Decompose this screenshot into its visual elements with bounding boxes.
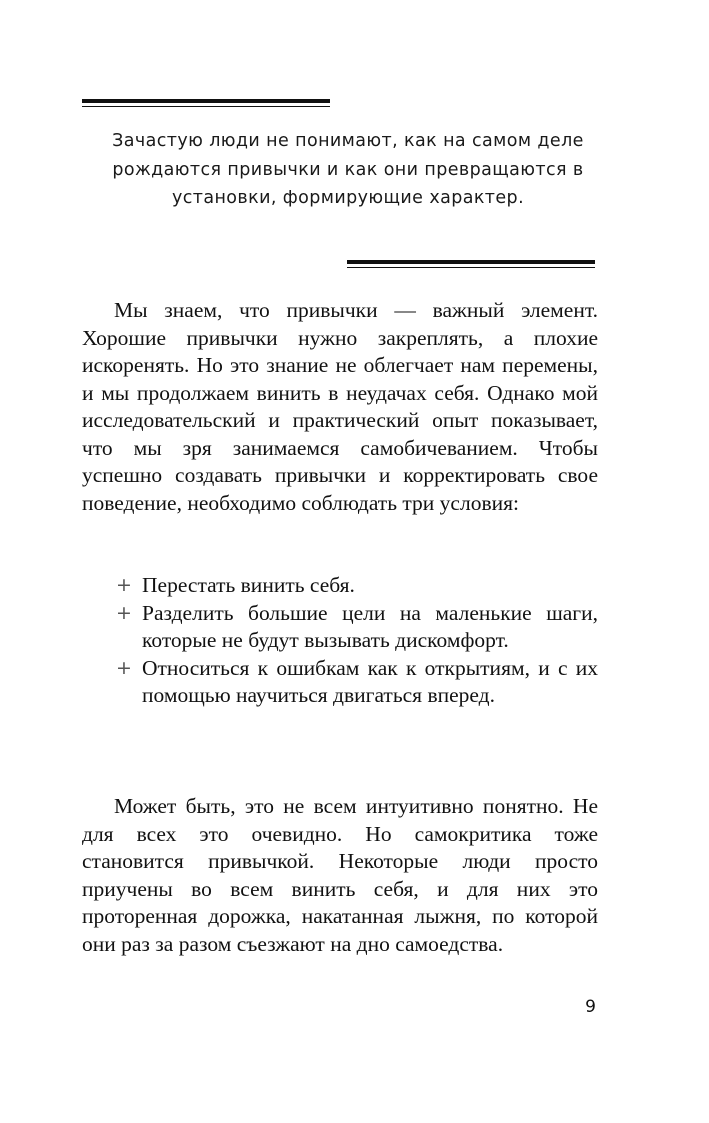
plus-icon: + bbox=[116, 601, 132, 624]
plus-icon: + bbox=[116, 574, 132, 596]
body-paragraph-2: Может быть, это не всем интуитивно понятно. Не для всех это очевидно. Но самокритика тоже становится привычкой. Некоторые люди просто приучены во всем винить себя, и для них это проторенная дорожка, накатанная лыжня, по которой они раз за разом съезжают на дно самоедства. bbox=[82, 794, 598, 956]
page-number: 9 bbox=[585, 997, 596, 1017]
list-item bbox=[82, 655, 598, 710]
quote-top-rule bbox=[82, 99, 330, 107]
list-item bbox=[82, 600, 598, 655]
list-item-text: Перестать винить себя. bbox=[142, 573, 355, 597]
list-item-text: Разделить большие цели на маленькие шаги, которые не будут вызывать дискомфорт. bbox=[142, 600, 598, 652]
list-item bbox=[82, 572, 598, 600]
conditions-list bbox=[82, 572, 598, 710]
pull-quote: Зачастую люди не понимают, как на самом деле рождаются привычки и как они превращаются в установки, формирующие характер. bbox=[112, 131, 584, 208]
body-paragraph-1: Мы знаем, что привычки — важный элемент. Хорошие привычки нужно закреплять, а плохие искоренять. Но это знание не облегчает нам перемены, и мы продолжаем винить в неудачах себя. Однако мой исследовательский и практический опыт показывает, что мы зря занимаемся самобичеванием. Чтобы успешно создавать привычки и корректировать свое поведение, необходимо соблюдать три условия: bbox=[82, 298, 598, 515]
plus-icon: + bbox=[116, 656, 132, 679]
list-item-text: Относиться к ошибкам как к открытиям, и с их помощью научиться двигаться вперед. bbox=[142, 655, 598, 707]
quote-bottom-rule bbox=[347, 260, 595, 268]
